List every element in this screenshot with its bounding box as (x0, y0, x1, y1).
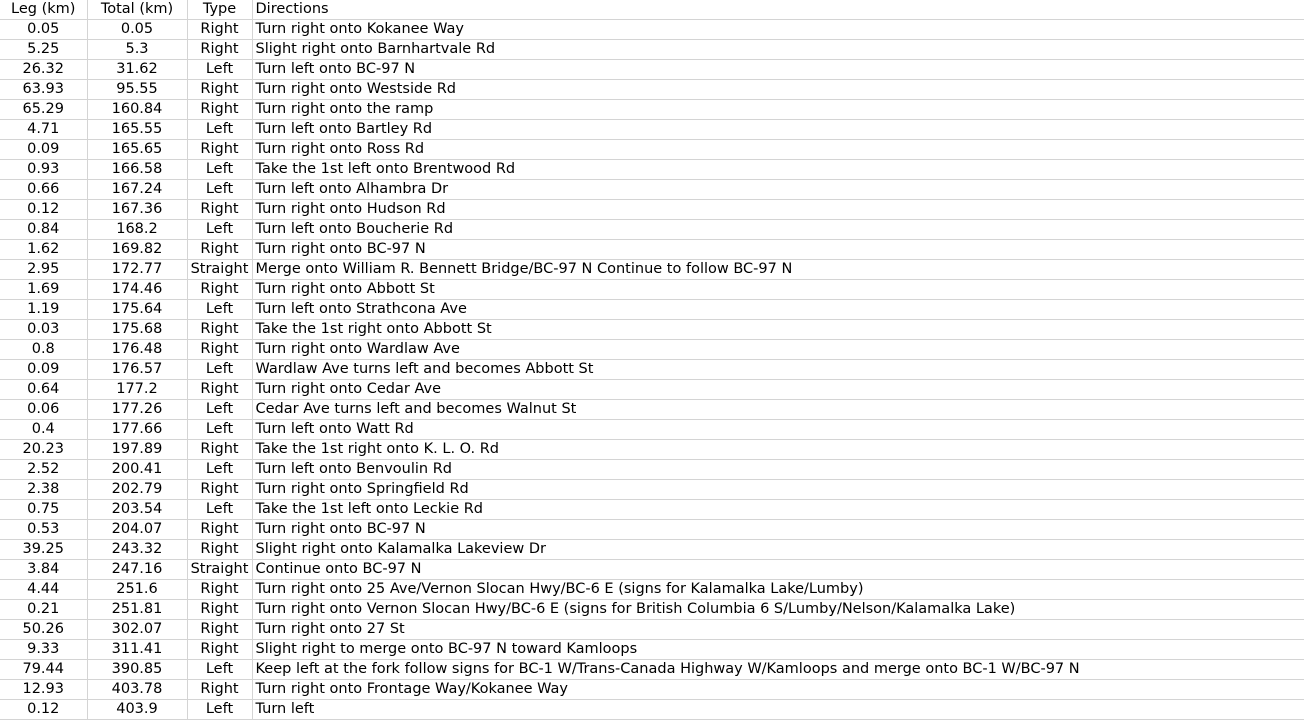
table-row (0, 160, 1304, 180)
table-row (0, 660, 1304, 680)
directions-cell[interactable]: Turn right onto the ramp (252, 100, 1304, 120)
type-cell[interactable]: Right (187, 20, 252, 40)
total-cell[interactable]: 176.48 (87, 340, 187, 360)
header-row (0, 0, 1304, 20)
leg-cell[interactable]: 0.93 (0, 160, 87, 180)
directions-cell[interactable]: Turn right onto BC-97 N (252, 240, 1304, 260)
total-cell[interactable]: 403.78 (87, 680, 187, 700)
leg-cell[interactable]: 65.29 (0, 100, 87, 120)
directions-cell[interactable]: Turn right onto Abbott St (252, 280, 1304, 300)
leg-cell[interactable]: 0.06 (0, 400, 87, 420)
total-cell[interactable]: 204.07 (87, 520, 187, 540)
leg-cell[interactable]: 79.44 (0, 660, 87, 680)
table-row (0, 580, 1304, 600)
type-cell[interactable]: Left (187, 460, 252, 480)
total-cell[interactable]: 0.05 (87, 20, 187, 40)
table-row (0, 540, 1304, 560)
table-row (0, 60, 1304, 80)
type-cell[interactable]: Right (187, 440, 252, 460)
type-cell[interactable]: Left (187, 360, 252, 380)
type-cell[interactable]: Left (187, 220, 252, 240)
table-row (0, 700, 1304, 720)
leg-cell[interactable]: 0.05 (0, 20, 87, 40)
type-cell[interactable]: Right (187, 680, 252, 700)
leg-cell[interactable]: 2.95 (0, 260, 87, 280)
total-cell[interactable]: 403.9 (87, 700, 187, 720)
header-total[interactable]: Total (km) (87, 0, 187, 20)
type-cell[interactable]: Right (187, 520, 252, 540)
table-row (0, 100, 1304, 120)
type-cell[interactable]: Right (187, 640, 252, 660)
total-cell[interactable]: 31.62 (87, 60, 187, 80)
table-row (0, 140, 1304, 160)
leg-cell[interactable]: 0.03 (0, 320, 87, 340)
table-row (0, 420, 1304, 440)
header-directions[interactable]: Directions (252, 0, 1304, 20)
total-cell[interactable]: 174.46 (87, 280, 187, 300)
total-cell[interactable]: 169.82 (87, 240, 187, 260)
table-row (0, 360, 1304, 380)
directions-cell[interactable]: Turn left onto Strathcona Ave (252, 300, 1304, 320)
type-cell[interactable]: Left (187, 700, 252, 720)
total-cell[interactable]: 243.32 (87, 540, 187, 560)
type-cell[interactable]: Right (187, 600, 252, 620)
leg-cell[interactable]: 2.38 (0, 480, 87, 500)
total-cell[interactable]: 247.16 (87, 560, 187, 580)
type-cell[interactable]: Right (187, 80, 252, 100)
table-row (0, 440, 1304, 460)
total-cell[interactable]: 172.77 (87, 260, 187, 280)
leg-cell[interactable]: 2.52 (0, 460, 87, 480)
table-row (0, 620, 1304, 640)
leg-cell[interactable]: 5.25 (0, 40, 87, 60)
type-cell[interactable]: Right (187, 580, 252, 600)
directions-cell[interactable]: Continue onto BC-97 N (252, 560, 1304, 580)
total-cell[interactable]: 176.57 (87, 360, 187, 380)
total-cell[interactable]: 167.36 (87, 200, 187, 220)
table-row (0, 380, 1304, 400)
table-row (0, 400, 1304, 420)
directions-cell[interactable]: Turn left onto Boucherie Rd (252, 220, 1304, 240)
table-row (0, 280, 1304, 300)
type-cell[interactable]: Right (187, 200, 252, 220)
directions-cell[interactable]: Turn right onto Westside Rd (252, 80, 1304, 100)
table-row (0, 20, 1304, 40)
type-cell[interactable]: Right (187, 140, 252, 160)
leg-cell[interactable]: 4.71 (0, 120, 87, 140)
type-cell[interactable]: Right (187, 340, 252, 360)
type-cell[interactable]: Right (187, 540, 252, 560)
directions-cell[interactable]: Turn right onto Springfield Rd (252, 480, 1304, 500)
leg-cell[interactable]: 50.26 (0, 620, 87, 640)
leg-cell[interactable]: 0.84 (0, 220, 87, 240)
total-cell[interactable]: 177.26 (87, 400, 187, 420)
type-cell[interactable]: Right (187, 100, 252, 120)
type-cell[interactable]: Left (187, 160, 252, 180)
type-cell[interactable]: Left (187, 500, 252, 520)
total-cell[interactable]: 200.41 (87, 460, 187, 480)
leg-cell[interactable]: 3.84 (0, 560, 87, 580)
directions-cell[interactable]: Turn right onto 27 St (252, 620, 1304, 640)
type-cell[interactable]: Left (187, 660, 252, 680)
directions-cell[interactable]: Turn right onto BC-97 N (252, 520, 1304, 540)
total-cell[interactable]: 175.68 (87, 320, 187, 340)
total-cell[interactable]: 95.55 (87, 80, 187, 100)
type-cell[interactable]: Right (187, 280, 252, 300)
header-leg[interactable]: Leg (km) (0, 0, 87, 20)
leg-cell[interactable]: 0.64 (0, 380, 87, 400)
total-cell[interactable]: 168.2 (87, 220, 187, 240)
type-cell[interactable]: Straight (187, 260, 252, 280)
table-row (0, 200, 1304, 220)
leg-cell[interactable]: 0.12 (0, 200, 87, 220)
total-cell[interactable]: 202.79 (87, 480, 187, 500)
table-row (0, 260, 1304, 280)
type-cell[interactable]: Left (187, 400, 252, 420)
total-cell[interactable]: 177.66 (87, 420, 187, 440)
total-cell[interactable]: 177.2 (87, 380, 187, 400)
directions-cell[interactable]: Turn right onto Ross Rd (252, 140, 1304, 160)
leg-cell[interactable]: 0.53 (0, 520, 87, 540)
leg-cell[interactable]: 0.09 (0, 140, 87, 160)
directions-cell[interactable]: Take the 1st right onto Abbott St (252, 320, 1304, 340)
type-cell[interactable]: Left (187, 300, 252, 320)
directions-cell[interactable]: Turn right onto 25 Ave/Vernon Slocan Hwy/BC-6 E (signs for Kalamalka Lake/Lumby) (252, 580, 1304, 600)
directions-cell[interactable]: Take the 1st right onto K. L. O. Rd (252, 440, 1304, 460)
total-cell[interactable]: 197.89 (87, 440, 187, 460)
directions-cell[interactable]: Turn right onto Frontage Way/Kokanee Way (252, 680, 1304, 700)
table-row (0, 340, 1304, 360)
type-cell[interactable]: Left (187, 180, 252, 200)
total-cell[interactable]: 167.24 (87, 180, 187, 200)
type-cell[interactable]: Left (187, 120, 252, 140)
table-row (0, 120, 1304, 140)
directions-cell[interactable]: Turn right onto Wardlaw Ave (252, 340, 1304, 360)
type-cell[interactable]: Right (187, 40, 252, 60)
table-row (0, 300, 1304, 320)
directions-cell[interactable]: Slight right onto Barnhartvale Rd (252, 40, 1304, 60)
total-cell[interactable]: 203.54 (87, 500, 187, 520)
leg-cell[interactable]: 0.21 (0, 600, 87, 620)
directions-cell[interactable]: Take the 1st left onto Brentwood Rd (252, 160, 1304, 180)
leg-cell[interactable]: 9.33 (0, 640, 87, 660)
leg-cell[interactable]: 39.25 (0, 540, 87, 560)
table-row (0, 680, 1304, 700)
table-row (0, 560, 1304, 580)
total-cell[interactable]: 390.85 (87, 660, 187, 680)
directions-cell[interactable]: Turn left onto Alhambra Dr (252, 180, 1304, 200)
type-cell[interactable]: Straight (187, 560, 252, 580)
total-cell[interactable]: 5.3 (87, 40, 187, 60)
directions-cell[interactable]: Turn left (252, 700, 1304, 720)
total-cell[interactable]: 165.55 (87, 120, 187, 140)
table-row (0, 180, 1304, 200)
table-row (0, 520, 1304, 540)
leg-cell[interactable]: 0.4 (0, 420, 87, 440)
leg-cell[interactable]: 4.44 (0, 580, 87, 600)
directions-cell[interactable]: Turn right onto Vernon Slocan Hwy/BC-6 E (signs for British Columbia 6 S/Lumby/Nelson/Kalamalka Lake) (252, 600, 1304, 620)
table-row (0, 460, 1304, 480)
leg-cell[interactable]: 0.75 (0, 500, 87, 520)
table-row (0, 480, 1304, 500)
table-row (0, 600, 1304, 620)
total-cell[interactable]: 165.65 (87, 140, 187, 160)
directions-cell[interactable]: Wardlaw Ave turns left and becomes Abbott St (252, 360, 1304, 380)
total-cell[interactable]: 311.41 (87, 640, 187, 660)
leg-cell[interactable]: 0.09 (0, 360, 87, 380)
table-row (0, 80, 1304, 100)
directions-cell[interactable]: Turn right onto Hudson Rd (252, 200, 1304, 220)
leg-cell[interactable]: 1.62 (0, 240, 87, 260)
directions-cell[interactable]: Slight right onto Kalamalka Lakeview Dr (252, 540, 1304, 560)
leg-cell[interactable]: 63.93 (0, 80, 87, 100)
leg-cell[interactable]: 0.8 (0, 340, 87, 360)
type-cell[interactable]: Right (187, 480, 252, 500)
total-cell[interactable]: 251.81 (87, 600, 187, 620)
leg-cell[interactable]: 26.32 (0, 60, 87, 80)
directions-cell[interactable]: Turn left onto BC-97 N (252, 60, 1304, 80)
leg-cell[interactable]: 0.12 (0, 700, 87, 720)
table-body (0, 20, 1304, 720)
directions-cell[interactable]: Turn right onto Kokanee Way (252, 20, 1304, 40)
table-row (0, 500, 1304, 520)
directions-cell[interactable]: Turn right onto Cedar Ave (252, 380, 1304, 400)
header-type[interactable]: Type (187, 0, 252, 20)
table-row (0, 240, 1304, 260)
type-cell[interactable]: Right (187, 620, 252, 640)
directions-cell[interactable]: Slight right to merge onto BC-97 N toward Kamloops (252, 640, 1304, 660)
table-row (0, 40, 1304, 60)
leg-cell[interactable]: 1.69 (0, 280, 87, 300)
type-cell[interactable]: Right (187, 380, 252, 400)
leg-cell[interactable]: 20.23 (0, 440, 87, 460)
leg-cell[interactable]: 1.19 (0, 300, 87, 320)
directions-cell[interactable]: Take the 1st left onto Leckie Rd (252, 500, 1304, 520)
directions-cell[interactable]: Cedar Ave turns left and becomes Walnut St (252, 400, 1304, 420)
type-cell[interactable]: Left (187, 60, 252, 80)
directions-cell[interactable]: Keep left at the fork follow signs for BC-1 W/Trans-Canada Highway W/Kamloops and merge onto BC-1 W/BC-97 N (252, 660, 1304, 680)
total-cell[interactable]: 302.07 (87, 620, 187, 640)
table-row (0, 640, 1304, 660)
table-row (0, 320, 1304, 340)
directions-cell[interactable]: Merge onto William R. Bennett Bridge/BC-97 N Continue to follow BC-97 N (252, 260, 1304, 280)
directions-cell[interactable]: Turn left onto Bartley Rd (252, 120, 1304, 140)
type-cell[interactable]: Left (187, 420, 252, 440)
type-cell[interactable]: Right (187, 320, 252, 340)
leg-cell[interactable]: 0.66 (0, 180, 87, 200)
type-cell[interactable]: Right (187, 240, 252, 260)
leg-cell[interactable]: 12.93 (0, 680, 87, 700)
total-cell[interactable]: 251.6 (87, 580, 187, 600)
directions-cell[interactable]: Turn left onto Benvoulin Rd (252, 460, 1304, 480)
table-row (0, 220, 1304, 240)
total-cell[interactable]: 166.58 (87, 160, 187, 180)
total-cell[interactable]: 160.84 (87, 100, 187, 120)
total-cell[interactable]: 175.64 (87, 300, 187, 320)
directions-cell[interactable]: Turn left onto Watt Rd (252, 420, 1304, 440)
